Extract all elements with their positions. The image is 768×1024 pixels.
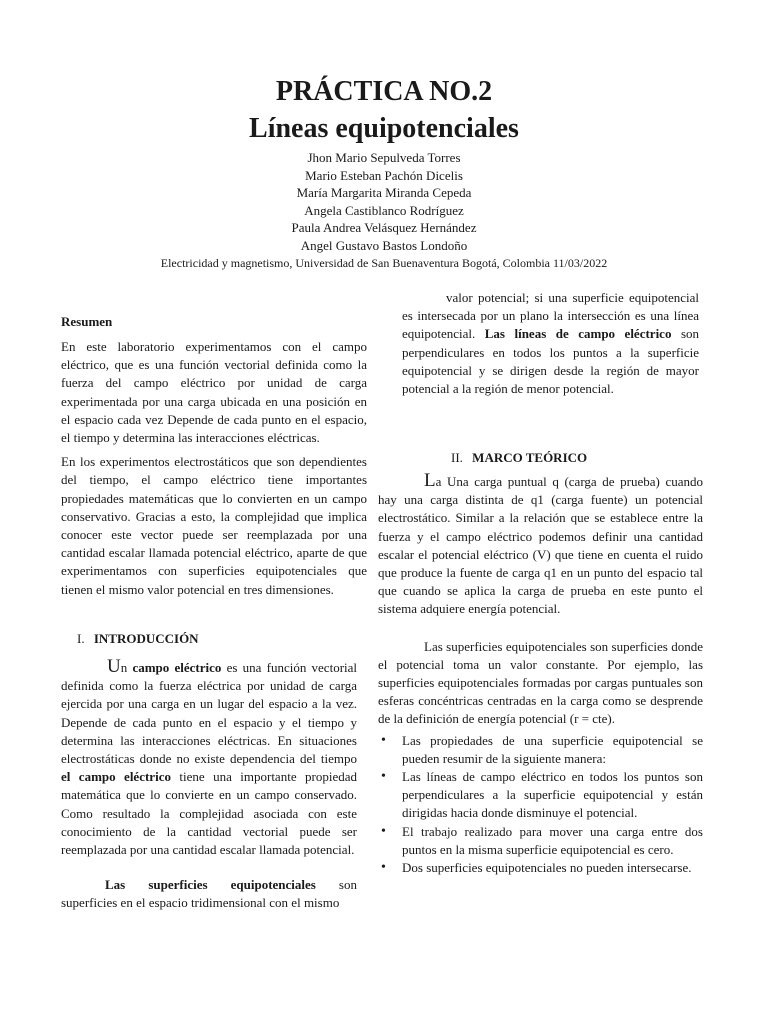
author: Mario Esteban Pachón Dicelis [305, 167, 463, 183]
affiliation: Electricidad y magnetismo, Universidad de San Buenaventura Bogotá, Colombia 11/03/2022 [160, 256, 608, 270]
intro-heading [77, 630, 199, 648]
properties-list [378, 732, 703, 878]
resumen-paragraph-2: En los experimentos electrostáticos que son dependientes del tiempo, el campo eléctrico tiene importantes propiedades matemáticas que lo convierten en un campo conservativo. Gracias a esto, la complejidad que implica conocer este vector puede ser reemplazada por una cantidad escalar llamada potencial eléctrico, aparte de que experimentamos con superficies equipotenciales que tienen el mismo valor potencial en tres dimensiones. [61, 454, 367, 597]
intro-bold-term: el campo eléctrico [61, 769, 171, 785]
intro-text: son superficies en el espacio tridimensional con el mismo [61, 877, 357, 911]
author: Paula Andrea Velásquez Hernández [291, 220, 477, 236]
list-item: • Las líneas de campo eléctrico en todos los puntos son perpendiculares a la superficie equipotencial y están dirigidas hacia donde disminuye el potencial. [378, 768, 703, 823]
resumen-section [61, 313, 367, 599]
intro-bold-term: campo eléctrico [132, 660, 222, 675]
paper-title: PRÁCTICA NO.2 [275, 76, 493, 107]
list-item: • Dos superficies equipotenciales no pueden intersecarse. [378, 859, 703, 877]
intro-numeral: I. [77, 631, 85, 646]
resumen-paragraph-1: En este laboratorio experimentamos con el campo eléctrico, que es una función vectorial definida como la fuerza del campo eléctrico por unidad de carga experimentada por una carga ubicada en una posición en el espacio cada vez Depende de cada punto en el espacio, el tiempo y determina las interacciones eléctricas. [61, 339, 367, 446]
marco-text: a Una carga puntual q (carga de prueba) cuando hay una carga distinta de q1 (carga fuente) un potencial electrostático. Similar a la relación que se establece entre la fuerza y el campo eléctrico podemos definir una cantidad escalar el potencial eléctrico (V) que tiene en cuenta el ruido que produce la fuente de carga q1 en un punto del espacio tal que cuando se aplica la carga de prueba en este punto el sistema adquiere energía potencial. [378, 474, 703, 617]
intro-text: valor potencial; si una superficie equipotencial es intersecada por un plano la intersección es una línea equipotencial. [402, 290, 699, 342]
intro-continuation [402, 289, 699, 398]
marco-paragraph-1 [378, 472, 703, 619]
intro-continuation-paragraph [402, 289, 699, 398]
resumen-heading: Resumen [61, 314, 113, 329]
intro-text: tiene una importante propiedad matemática que lo convierte en un campo conservado. Como resultado la complejidad asociada con este conocimiento de la cantidad vectorial puede ser reemplazada por una cantidad escalar llamada potencial. [61, 769, 357, 858]
intro-body [61, 658, 357, 913]
intro-bold-term: Las líneas de campo eléctrico [484, 326, 672, 342]
author: María Margarita Miranda Cepeda [296, 185, 472, 201]
marco-body [378, 472, 703, 877]
intro-paragraph-1 [61, 658, 357, 859]
list-item: • El trabajo realizado para mover una carga entre dos puntos en la misma superficie equipotencial es cero. [378, 823, 703, 859]
author: Jhon Mario Sepulveda Torres [307, 150, 461, 165]
intro-heading-text: INTRODUCCIÓN [93, 631, 199, 646]
marco-dropcap: L [424, 470, 436, 491]
intro-text: es una función vectorial definida como la fuerza eléctrica por unidad de carga ejercida por una carga en un lugar del espacio a la vez. Depende de cada punto en el espacio y el tiempo y determina las interacciones eléctricas. En situaciones electrostáticas donde no existe dependencia del tiempo [61, 660, 358, 767]
marco-numeral: II. [451, 450, 463, 465]
marco-paragraph-2: Las superficies equipotenciales son superficies donde el potencial toma un valor constante. Por ejemplo, las superficies equipotenciales formadas por cargas puntuales son esferas concéntricas centradas en la carga como se desprende de la definición de energía potencial (r = cte). [378, 638, 703, 727]
intro-bold-term: Las superficies equipotenciales [105, 877, 316, 893]
intro-text: n [120, 660, 133, 675]
list-item: • Las propiedades de una superficie equipotencial se pueden resumir de la siguiente manera: [378, 732, 703, 768]
marco-heading-text: MARCO TEÓRICO [472, 450, 588, 465]
paper-subtitle: Líneas equipotenciales [249, 113, 519, 144]
intro-dropcap: U [107, 656, 121, 677]
author: Angel Gustavo Bastos Londoño [300, 238, 468, 253]
marco-heading [451, 449, 587, 467]
author: Angela Castiblanco Rodríguez [304, 202, 464, 218]
intro-paragraph-2 [61, 876, 357, 912]
intro-text: son perpendiculares en todos los puntos a la superficie equipotencial y se dirigen desde la región de mayor potencial a la región de menor potencial. [402, 326, 699, 397]
